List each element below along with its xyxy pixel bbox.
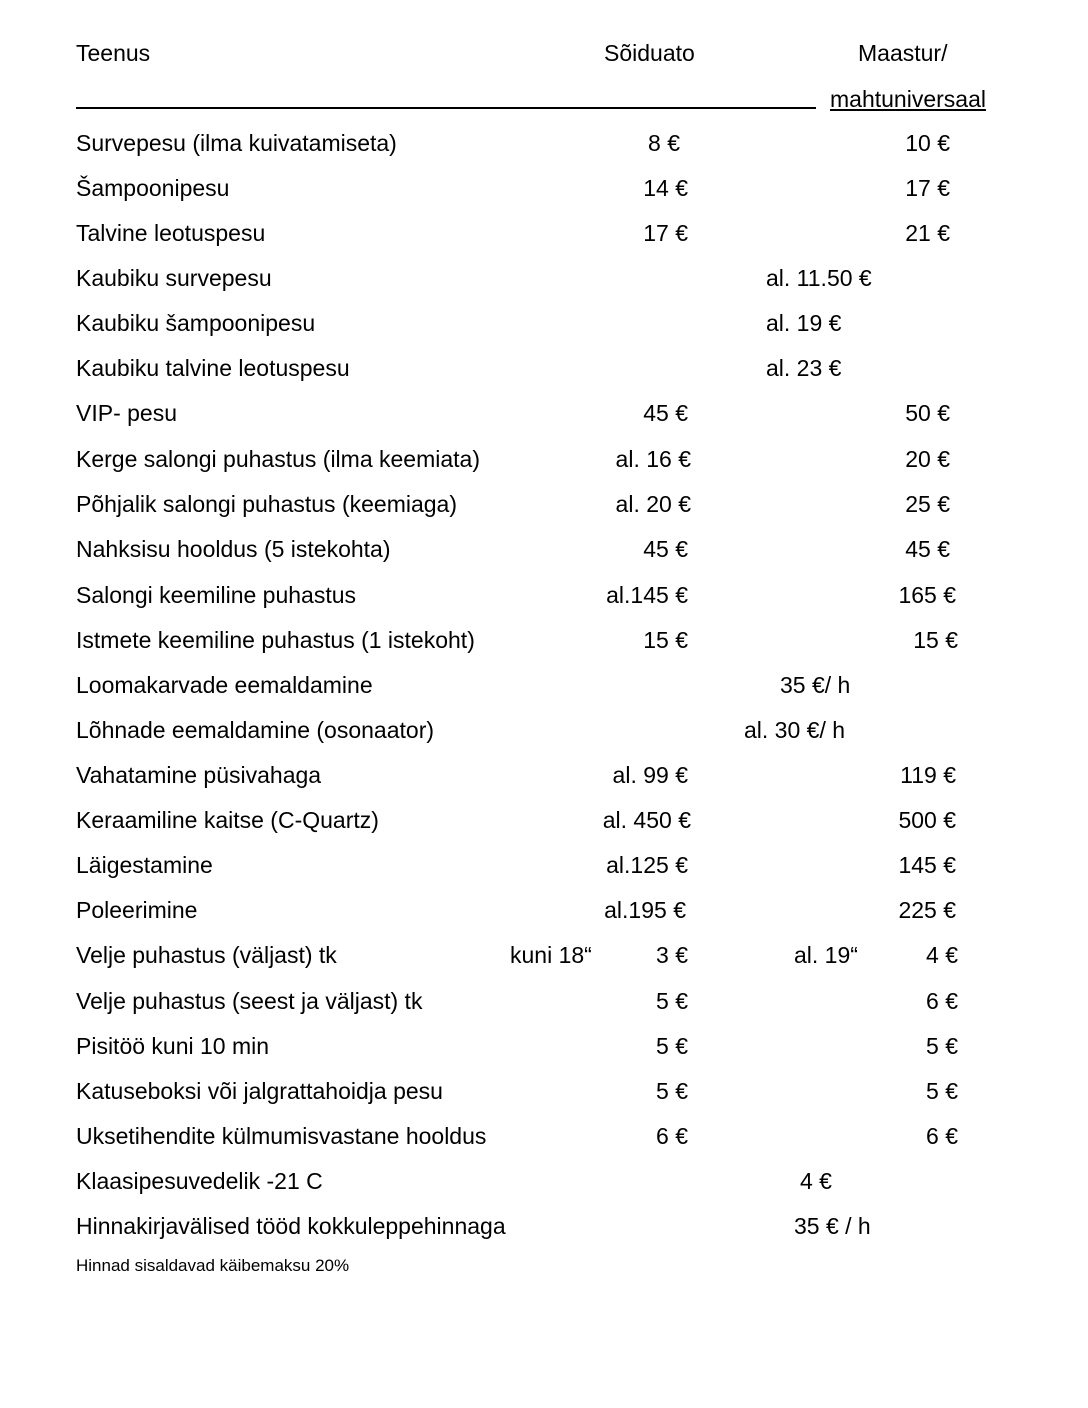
row-suv-price: 10 €	[905, 130, 950, 156]
row-common-price: 35 €/ h	[780, 672, 851, 698]
row-car-price: 45 €	[643, 536, 688, 562]
row-car-note: kuni 18“	[510, 942, 592, 968]
row-name: Salongi keemiline puhastus	[76, 582, 357, 608]
row-name: Velje puhastus (seest ja väljast) tk	[76, 988, 423, 1014]
row-name: Lõhnade eemaldamine (osonaator)	[76, 717, 435, 743]
row-car-price: al. 20 €	[615, 491, 691, 517]
row-name: Survepesu (ilma kuivatamiseta)	[76, 130, 397, 156]
row-car-price: al. 16 €	[615, 446, 691, 472]
header-divider	[76, 107, 816, 109]
row-name: Pisitöö kuni 10 min	[76, 1033, 270, 1059]
row-car-price: al. 99 €	[612, 762, 688, 788]
row-name: Loomakarvade eemaldamine	[76, 672, 373, 698]
row-suv-price: 6 €	[926, 1123, 958, 1149]
row-suv-price: 5 €	[926, 1078, 958, 1104]
row-car-price: al.145 €	[606, 582, 688, 608]
row-car-price: 5 €	[656, 1033, 688, 1059]
row-suv-price: 165 €	[898, 582, 956, 608]
row-name: Poleerimine	[76, 897, 198, 923]
row-name: Katuseboksi või jalgrattahoidja pesu	[76, 1078, 443, 1104]
header-service: Teenus	[76, 40, 151, 66]
row-name: VIP- pesu	[76, 400, 177, 426]
row-suv-price: 20 €	[905, 446, 950, 472]
row-suv-price: 4 €	[926, 942, 958, 968]
row-name: Vahatamine püsivahaga	[76, 762, 322, 788]
row-suv-price: 15 €	[913, 627, 958, 653]
row-suv-price: 21 €	[905, 220, 950, 246]
row-car-price: 3 €	[656, 942, 688, 968]
row-suv-price: 6 €	[926, 988, 958, 1014]
row-common-price: al. 30 €/ h	[744, 717, 846, 743]
row-name: Kaubiku šampoonipesu	[76, 310, 316, 336]
header-car: Sõiduato	[604, 40, 695, 66]
row-common-price: 4 €	[800, 1168, 832, 1194]
row-common-price: al. 19 €	[766, 310, 842, 336]
row-suv-price: 500 €	[898, 807, 956, 833]
row-suv-note: al. 19“	[794, 942, 858, 968]
row-car-price: 15 €	[643, 627, 688, 653]
row-name: Uksetihendite külmumisvastane hooldus	[76, 1123, 487, 1149]
row-car-price: al.195 €	[604, 897, 686, 923]
row-name: Nahksisu hooldus (5 istekohta)	[76, 536, 391, 562]
row-name: Keraamiline kaitse (C-Quartz)	[76, 807, 379, 833]
header-suv-line2: mahtuniversaal	[830, 86, 986, 112]
row-name: Hinnakirjavälised tööd kokkuleppehinnaga	[76, 1213, 506, 1239]
row-name: Kaubiku survepesu	[76, 265, 272, 291]
row-suv-price: 50 €	[905, 400, 950, 426]
row-name: Kaubiku talvine leotuspesu	[76, 355, 350, 381]
row-suv-price: 25 €	[905, 491, 950, 517]
row-suv-price: 225 €	[898, 897, 956, 923]
row-car-price: 14 €	[643, 175, 688, 201]
row-car-price: al.125 €	[606, 852, 688, 878]
row-suv-price: 145 €	[898, 852, 956, 878]
row-name: Läigestamine	[76, 852, 213, 878]
row-suv-price: 5 €	[926, 1033, 958, 1059]
row-name: Talvine leotuspesu	[76, 220, 266, 246]
row-name: Šampoonipesu	[76, 175, 230, 201]
row-common-price: al. 11.50 €	[766, 265, 872, 291]
row-common-price: 35 € / h	[794, 1213, 871, 1239]
row-name: Istmete keemiline puhastus (1 istekoht)	[76, 627, 475, 653]
row-car-price: 6 €	[656, 1123, 688, 1149]
row-name: Klaasipesuvedelik -21 C	[76, 1168, 323, 1194]
row-car-price: 8 €	[648, 130, 680, 156]
row-name: Kerge salongi puhastus (ilma keemiata)	[76, 446, 480, 472]
row-car-price: 17 €	[643, 220, 688, 246]
row-name: Põhjalik salongi puhastus (keemiaga)	[76, 491, 457, 517]
vat-footnote: Hinnad sisaldavad käibemaksu 20%	[76, 1256, 350, 1275]
row-car-price: 5 €	[656, 988, 688, 1014]
row-suv-price: 119 €	[900, 762, 956, 788]
row-name: Velje puhastus (väljast) tk	[76, 942, 337, 968]
row-suv-price: 17 €	[905, 175, 950, 201]
row-car-price: 45 €	[643, 400, 688, 426]
row-car-price: 5 €	[656, 1078, 688, 1104]
row-suv-price: 45 €	[905, 536, 950, 562]
row-common-price: al. 23 €	[766, 355, 842, 381]
header-suv-line1: Maastur/	[858, 40, 948, 66]
row-car-price: al. 450 €	[602, 807, 691, 833]
